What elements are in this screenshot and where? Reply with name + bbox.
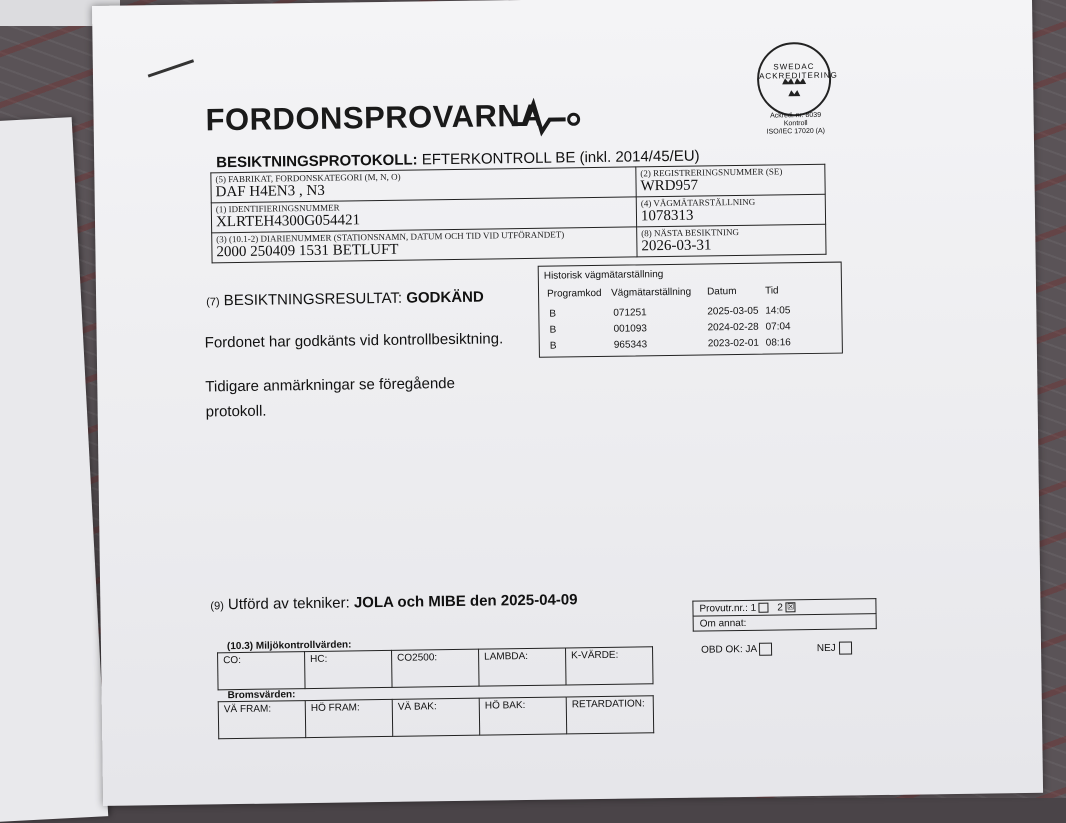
history-row-odometer: 001093: [613, 323, 648, 335]
other-cell: Om annat:: [693, 614, 876, 632]
technician-line: [210, 591, 577, 613]
next-inspection-value: 2026-03-31: [641, 237, 712, 255]
history-row-time: 14:05: [765, 305, 791, 317]
staple-mark: [148, 59, 194, 77]
history-row-odometer: 071251: [613, 307, 647, 319]
history-row-date: 2024-02-28: [707, 321, 759, 334]
brake-table: [218, 695, 654, 739]
history-row: [548, 337, 838, 355]
technician-value: JOLA och MIBE den 2025-04-09: [353, 591, 578, 612]
history-row-program: B: [549, 340, 557, 352]
result-text-remarks: Tidigare anmärkningar se föregående protokoll.: [205, 374, 456, 421]
obd-no-checkbox[interactable]: [838, 641, 851, 654]
vehicle-info-table: [210, 164, 826, 264]
make-value: DAF H4EN3 , N3: [215, 182, 325, 201]
history-row-program: B: [549, 324, 557, 336]
obd-check: [701, 641, 852, 656]
env-cell-hc: HC:: [305, 650, 393, 688]
history-col-program: Programkod: [546, 287, 602, 300]
technician-label: Utförd av tekniker:: [223, 594, 354, 614]
env-cell-k-value: K-VÄRDE:: [566, 647, 654, 685]
brake-cell-front-left: VÄ FRAM:: [218, 701, 306, 739]
brake-cell-rear-left: VÄ BAK:: [392, 698, 480, 736]
obd-no-label: NEJ: [816, 642, 836, 655]
history-col-date: Datum: [706, 286, 737, 298]
history-col-odometer: Vägmätarställning: [610, 286, 692, 299]
result-number: (7): [206, 296, 220, 309]
obd-yes-checkbox[interactable]: [759, 643, 772, 656]
odometer-value: 1078313: [640, 207, 694, 225]
accreditation-type: Kontroll: [783, 120, 808, 128]
env-cell-co2500: CO2500:: [392, 649, 480, 687]
test-2-label: 2: [777, 601, 783, 613]
company-logo: FORDONSPROVARNA: [205, 97, 544, 138]
env-cell-lambda: LAMBDA:: [479, 648, 567, 686]
diary-label: (3) (10.1-2) DIARIENUMMER (STATIONSNAMN, DATUM OCH TID VID UTFÖRANDET): [216, 229, 565, 245]
seal-label: SWEDAC ACKREDITERING: [758, 61, 838, 81]
environment-table: [217, 646, 653, 690]
history-row-program: B: [549, 308, 557, 320]
pulse-logo-icon: [511, 97, 592, 138]
test-number-box: [692, 598, 876, 632]
swedac-seal: [757, 42, 838, 117]
technician-number: (9): [210, 600, 224, 613]
make-label: (5) FABRIKAT, FORDONSKATEGORI (M, N, O): [215, 171, 401, 185]
protocol-title-rest: EFTERKONTROLL BE (inkl. 2014/45/EU): [417, 147, 700, 169]
three-crowns-icon: [758, 44, 838, 115]
registration-label: (2) REGISTRERINGSNUMMER (SE): [640, 166, 783, 179]
result-value: GODKÄND: [406, 288, 484, 307]
test-number-label: Provutr.nr.: 1: [699, 602, 757, 615]
history-row-odometer: 965343: [613, 339, 648, 351]
protocol-title-bold: BESIKTNINGSPROTOKOLL:: [216, 151, 418, 172]
history-row-time: 07:04: [765, 321, 791, 333]
env-cell-co: CO:: [218, 652, 306, 690]
history-row: [547, 321, 837, 339]
diary-cell: [212, 227, 637, 263]
brake-title: Bromsvärden:: [227, 689, 296, 702]
inspection-protocol-sheet: [92, 0, 1043, 806]
result-text-approved: Fordonet har godkänts vid kontrollbesiktning.: [204, 330, 504, 352]
history-col-time: Tid: [764, 285, 779, 297]
brake-cell-rear-right: HÖ BAK:: [479, 697, 567, 735]
history-row-time: 08:16: [765, 337, 791, 349]
vin-value: XLRTEH4300G054421: [215, 212, 361, 231]
brake-cell-retardation: RETARDATION:: [566, 696, 654, 734]
registration-value: WRD957: [640, 177, 699, 195]
brake-cell-front-right: HÖ FRAM:: [305, 699, 393, 737]
odometer-label: (4) VÄGMÄTARSTÄLLNING: [640, 196, 756, 209]
seal-accreditation-text: [756, 112, 836, 137]
registration-cell: [636, 164, 825, 197]
inspection-result: [206, 289, 484, 310]
history-header: [546, 285, 837, 300]
vin-label: (1) IDENTIFIERINGSNUMMER: [215, 202, 340, 215]
result-label: BESIKTNINGSRESULTAT:: [219, 289, 407, 310]
accreditation-number: Ackred. nr. 8039: [770, 111, 822, 120]
history-row-date: 2025-03-05: [707, 305, 759, 318]
test-1-checkbox[interactable]: [759, 602, 769, 612]
history-title: Historisk vägmätarställning: [543, 269, 664, 282]
test-2-checkbox[interactable]: ☒: [786, 602, 795, 612]
accreditation-standard: ISO/IEC 17020 (A): [766, 127, 826, 136]
next-inspection-label: (8) NÄSTA BESIKTNING: [641, 226, 740, 239]
odometer-history-table: [538, 262, 843, 358]
obd-label: OBD OK: JA: [700, 643, 757, 656]
odometer-cell: [636, 194, 825, 227]
next-inspection-cell: [637, 224, 826, 257]
history-row-date: 2023-02-01: [707, 337, 760, 350]
diary-value: 2000 250409 1531 BETLUFT: [216, 241, 399, 261]
environment-title: (10.3) Miljökontrollvärden:: [226, 639, 352, 653]
history-row: [547, 305, 837, 323]
